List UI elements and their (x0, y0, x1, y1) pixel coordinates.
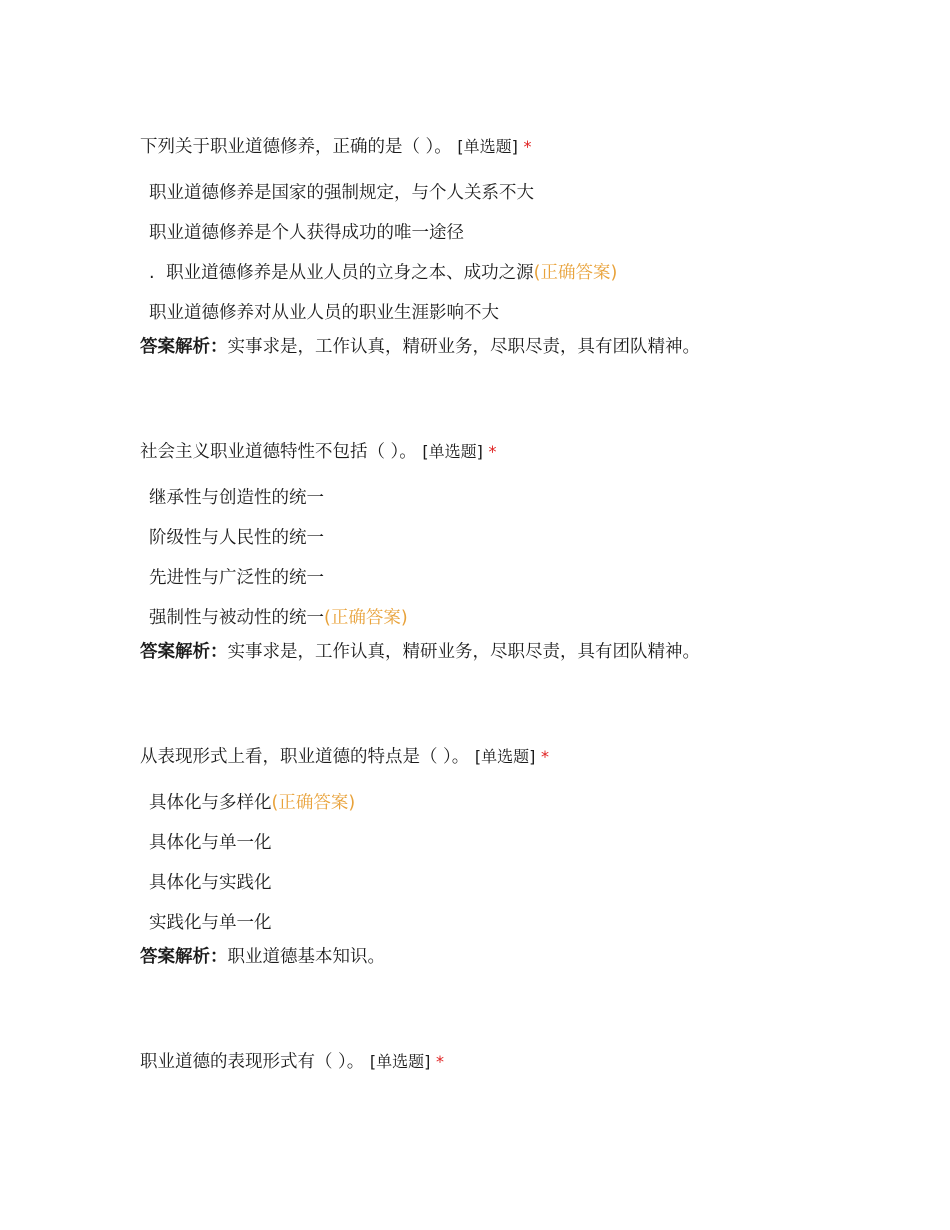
question-3 (140, 744, 900, 970)
answer-analysis (140, 944, 900, 970)
correct-answer-tag: (正确答案) (271, 793, 356, 813)
analysis-label: 答案解析： (140, 947, 228, 967)
option-text: 具体化与单一化 (149, 833, 272, 853)
option-text: 职业道德修养对从业人员的职业生涯影响不大 (149, 303, 499, 323)
question-1 (140, 134, 900, 360)
analysis-label: 答案解析： (140, 642, 228, 662)
option-text: 职业道德修养是从业人员的立身之本、成功之源 (166, 263, 534, 283)
correct-answer-tag: (正确答案) (533, 263, 618, 283)
question-type-tag: [单选题] (457, 137, 518, 156)
option-item[interactable] (140, 830, 900, 870)
answer-analysis (140, 639, 900, 665)
analysis-text: 实事求是，工作认真，精研业务，尽职尽责，具有团队精神。 (227, 642, 700, 662)
required-marker: * (523, 137, 532, 156)
option-item[interactable] (140, 525, 900, 565)
option-item[interactable] (140, 260, 900, 300)
required-marker: * (540, 747, 549, 766)
required-marker: * (435, 1052, 444, 1071)
option-item[interactable] (140, 220, 900, 260)
question-text: 下列关于职业道德修养，正确的是（ ）。 (140, 137, 452, 157)
question-type-tag: [单选题] (474, 747, 536, 766)
answer-analysis (140, 334, 900, 360)
option-list (140, 180, 900, 340)
option-item[interactable] (140, 565, 900, 605)
option-text: 具体化与多样化 (149, 793, 272, 813)
question-title (140, 1049, 900, 1075)
question-text: 社会主义职业道德特性不包括（ ）。 (140, 442, 417, 462)
question-4 (140, 1049, 900, 1075)
option-list (140, 485, 900, 645)
correct-answer-tag: (正确答案) (324, 608, 408, 628)
option-text: 职业道德修养是个人获得成功的唯一途径 (149, 223, 464, 243)
required-marker: * (488, 442, 497, 461)
option-text: 实践化与单一化 (149, 913, 272, 933)
question-2 (140, 439, 900, 665)
analysis-text: 实事求是，工作认真，精研业务，尽职尽责，具有团队精神。 (227, 337, 700, 357)
option-item[interactable] (140, 790, 900, 830)
analysis-label: 答案解析： (140, 337, 228, 357)
option-item[interactable] (140, 870, 900, 910)
option-prefix: . (149, 263, 155, 283)
question-type-tag: [单选题] (369, 1052, 431, 1071)
question-title (140, 439, 900, 465)
question-text: 职业道德的表现形式有（ ）。 (140, 1052, 365, 1072)
analysis-text: 职业道德基本知识。 (227, 947, 385, 967)
question-title (140, 744, 900, 770)
option-text: 阶级性与人民性的统一 (149, 528, 324, 548)
question-title (140, 134, 900, 160)
question-type-tag: [单选题] (422, 442, 483, 461)
option-item[interactable] (140, 485, 900, 525)
option-text: 继承性与创造性的统一 (149, 488, 324, 508)
question-text: 从表现形式上看，职业道德的特点是（ ）。 (140, 747, 470, 767)
option-text: 具体化与实践化 (149, 873, 272, 893)
option-text: 强制性与被动性的统一 (149, 608, 324, 628)
option-item[interactable] (140, 180, 900, 220)
option-text: 先进性与广泛性的统一 (149, 568, 324, 588)
option-text: 职业道德修养是国家的强制规定，与个人关系不大 (149, 183, 534, 203)
option-list (140, 790, 900, 950)
